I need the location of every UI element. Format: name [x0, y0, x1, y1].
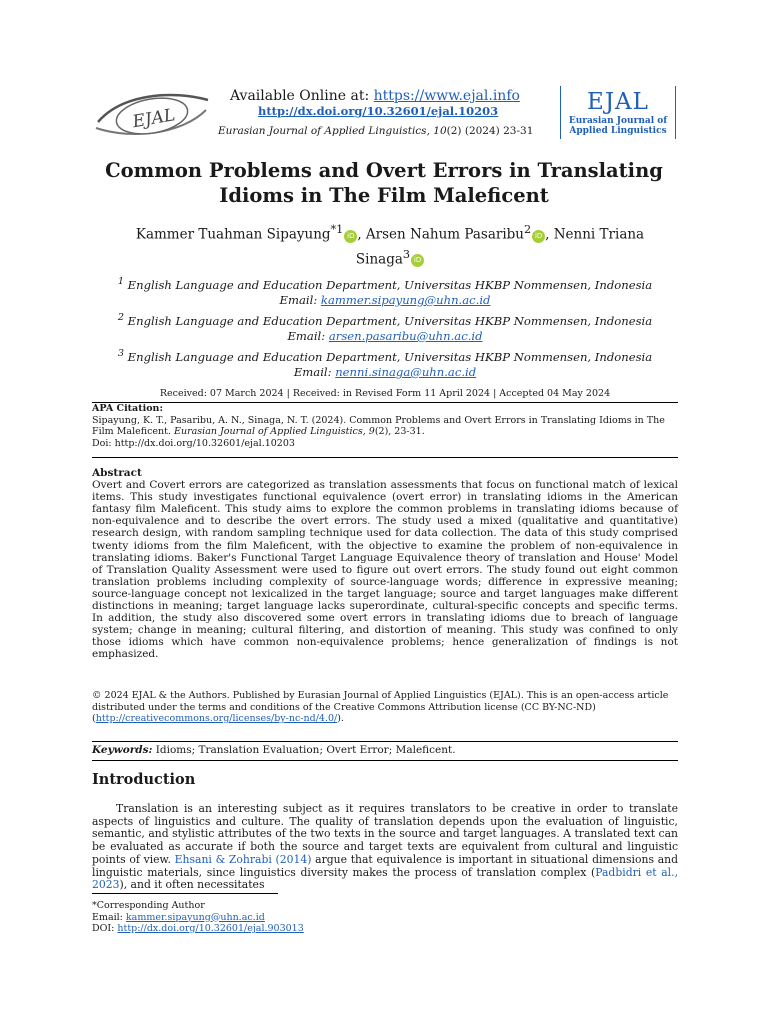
received-dates: Received: 07 March 2024 | Received: in Revised Form 11 April 2024 | Accepted 04 May 2024 — [159, 388, 611, 399]
author-2: , Arsen Nahum Pasaribu — [357, 226, 524, 243]
author-list: Kammer Tuahman Sipayung$^{*1}$ iD , Arsen Nahum Pasaribu$^2$ iD , Nenni Triana Sinaga$^3$ iD — [135, 223, 645, 267]
article-doi-link[interactable]: http://dx.doi.org/10.32601/ejal.10203 — [258, 104, 499, 118]
footnote-divider — [92, 893, 278, 894]
brand-line1: Eurasian Journal of — [568, 116, 668, 126]
available-online: Available Online at: https://www.ejal.info — [230, 88, 520, 104]
affiliation-2: $^2$ English Language and Education Department, Universitas HKBP Nommensen, Indonesia Email: arsen.pasaribu@uhn.ac.id — [117, 312, 653, 343]
license-notice: © 2024 EJAL & the Authors. Published by Eurasian Journal of Applied Linguistics (EJAL). This is an open-access article distributed under the terms and conditions of the Creative Commons Attribution license (CC BY-NC-ND) (http://creativecommons.org/licenses/by-nc-nd/4.0/). — [92, 690, 669, 724]
footnote: *Corresponding Author Email: kammer.sipayung@uhn.ac.id DOI: http://dx.doi.org/10.32601/ejal.903013 — [92, 900, 304, 934]
orcid-icon[interactable]: iD — [344, 230, 357, 243]
paper-title: Common Problems and Overt Errors in Translating Idioms in The Film Maleficent — [105, 159, 663, 207]
logo-text: EJAL — [131, 105, 177, 133]
abstract-text: Overt and Covert errors are categorized as translation assessments that focus on functional match of lexical items. This study investigates functional equivalence (overt error) in translating idioms in the American fantasy film Maleficent. This study aims to explore the common problems in translating idioms because of non-equivalence and to describe the overt errors. The study used a mixed (qualitative and quantitative) research design, with random sampling technique used for data collection. The data of this study comprised twenty idioms from the film Maleficent, with the objective to examine the problem of non-equivalence in translating idioms. Baker's Functional Target Language Equivalence theory of translation and House' Model of Translation Quality Assessment were used to figure out overt errors. The study found out eight common translation problems including complexity of source-language words; difference in expressive meaning; source-language concept not lexicalized in the target language; source and target languages make different distinctions in meaning; target language lacks superordinate, cultural-specific concepts and specific terms. In addition, the study also discovered some overt errors in translating idioms due to breach of language system; change in meaning; cultural filtering, and distortion of meaning. This study was confined to only those idioms which have common non-equivalence problems; hence generalization of findings is not emphasized. — [92, 479, 678, 661]
author-3: , Nenni Triana Sinaga — [355, 226, 645, 267]
journal-citation: Eurasian Journal of Applied Linguistics, 10(2) (2024) 23-31 — [218, 125, 534, 137]
keywords: Keywords: Idioms; Translation Evaluation; Overt Error; Maleficent. — [92, 744, 456, 756]
divider — [92, 741, 678, 742]
orcid-icon[interactable]: iD — [411, 254, 424, 267]
license-link[interactable]: http://creativecommons.org/licenses/by-nc-nd/4.0/ — [95, 713, 338, 724]
divider — [92, 760, 678, 761]
apa-heading: APA Citation: — [92, 403, 163, 414]
introduction-paragraph: Translation is an interesting subject as it requires translators to be creative in order to translate aspects of linguistics and culture. The quality of translation depends upon the evaluation of linguistic, semantic, and stylistic attributes of the two texts in the source and target languages. A translated text can be evaluated as accurate if both the source and target texts are equivalent from cultural and linguistic points of view. Ehsani & Zohrabi (2014) argue that equivalence is important in situational dimensions and linguistic materials, since linguistics diversity makes the process of translation complex (Padbidri et al., 2023), and it often necessitates — [92, 802, 679, 892]
section-heading-introduction: Introduction — [92, 771, 196, 788]
email-link[interactable]: nenni.sinaga@uhn.ac.id — [335, 364, 477, 379]
email-link[interactable]: arsen.pasaribu@uhn.ac.id — [328, 328, 483, 343]
email-link[interactable]: kammer.sipayung@uhn.ac.id — [320, 292, 491, 307]
journal-logo — [92, 84, 212, 150]
abstract-heading: Abstract — [92, 467, 142, 479]
abstract — [92, 467, 678, 661]
citation-link[interactable]: Ehsani & Zohrabi (2014) — [174, 852, 312, 866]
affiliation-1: $^1$ English Language and Education Department, Universitas HKBP Nommensen, Indonesia Email: kammer.sipayung@uhn.ac.id — [117, 276, 653, 307]
orcid-icon[interactable]: iD — [532, 230, 545, 243]
author-1: Kammer Tuahman Sipayung — [135, 226, 331, 243]
apa-doi: Doi: http://dx.doi.org/10.32601/ejal.10203 — [92, 437, 295, 449]
affiliation-3: $^3$ English Language and Education Department, Universitas HKBP Nommensen, Indonesia Email: nenni.sinaga@uhn.ac.id — [117, 348, 653, 379]
divider — [92, 457, 678, 458]
apa-citation: APA Citation: Sipayung, K. T., Pasaribu, A. N., Sinaga, N. T. (2024). Common Problems and Overt Errors in Translating Idioms in The Film Maleficent. Eurasian Journal of Applied Linguistics, 9(2), 23-31. Doi: http://dx.doi.org/10.32601/ejal.10203 — [92, 403, 678, 449]
journal-url-link[interactable]: https://www.ejal.info — [373, 88, 520, 104]
journal-brand — [560, 86, 676, 139]
brand-line2: Applied Linguistics — [569, 126, 667, 136]
corresponding-email-link[interactable]: kammer.sipayung@uhn.ac.id — [125, 911, 265, 923]
brand-abbr: EJAL — [587, 89, 649, 115]
footnote-doi-link[interactable]: http://dx.doi.org/10.32601/ejal.903013 — [117, 923, 304, 934]
citation-link[interactable]: Padbidri et al., 2023 — [92, 865, 678, 892]
